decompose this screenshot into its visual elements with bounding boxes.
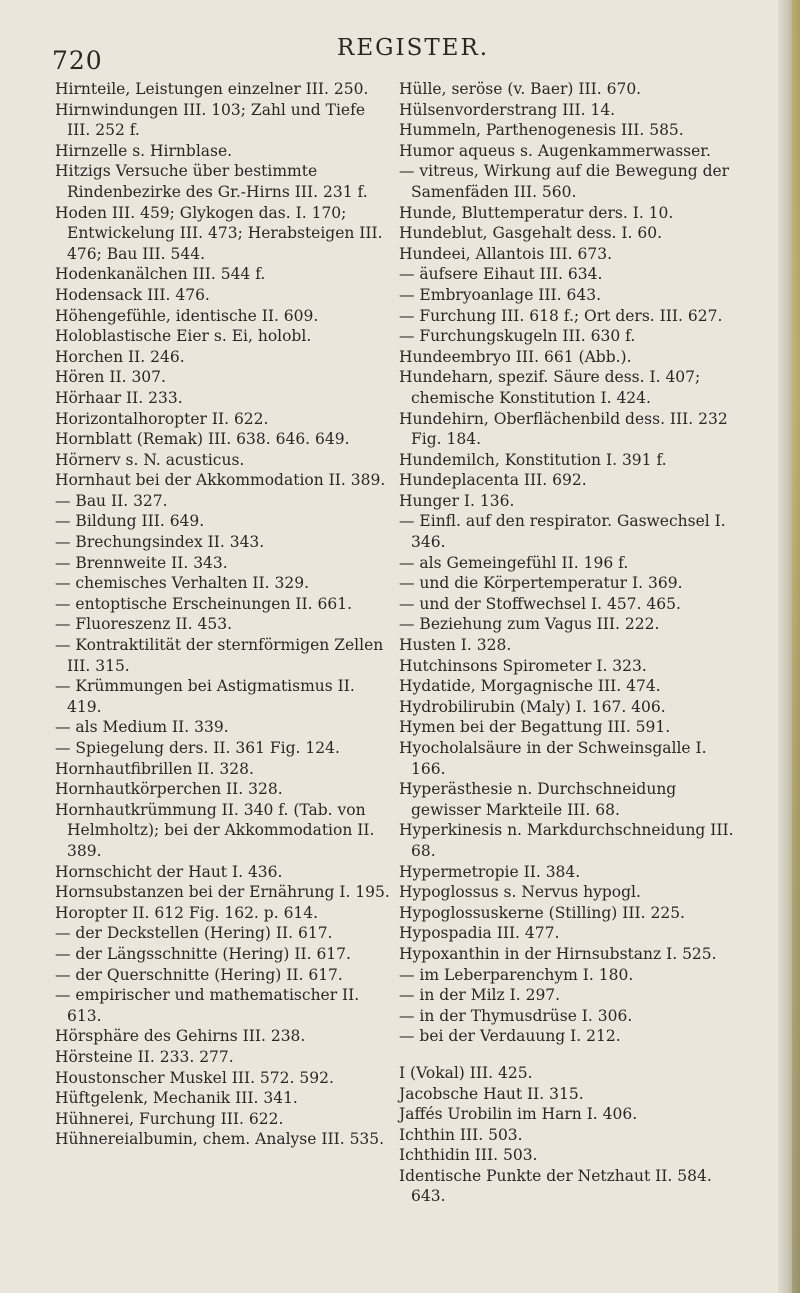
index-entry: Hodensack III. 476. — [55, 285, 210, 304]
index-entry: — der Deckstellen (Hering) II. 617. — [55, 924, 333, 943]
index-entry: Humor aqueus s. Augenkammerwasser. — [399, 141, 711, 160]
index-entry: — äufsere Eihaut III. 634. — [399, 265, 603, 284]
index-entry: Hörsteine II. 233. 277. — [55, 1047, 234, 1066]
index-entry: — Beziehung zum Vagus III. 222. — [399, 615, 660, 634]
index-entry: — Brechungsindex II. 343. — [55, 533, 265, 552]
index-column-left — [55, 79, 390, 1150]
index-entry: — Brennweite II. 343. — [55, 553, 228, 572]
index-entry: — entoptische Erscheinungen II. 661. — [55, 594, 353, 613]
index-entry: Hühnerei, Furchung III. 622. — [55, 1109, 284, 1128]
index-entry: — in der Milz I. 297. — [399, 986, 561, 1005]
index-entry: Hypoxanthin in der Hirnsubstanz I. 525. — [399, 944, 717, 963]
index-entry: Hundeembryo III. 661 (Abb.). — [399, 347, 632, 366]
index-entry: — als Gemeingefühl II. 196 f. — [399, 553, 629, 572]
index-entry: Hornhaut bei der Akkommodation II. 389. — [55, 471, 386, 490]
index-entry: Hörhaar II. 233. — [55, 388, 183, 407]
index-entry: — im Leberparenchym I. 180. — [399, 965, 634, 984]
index-entry: — Spiegelung ders. II. 361 Fig. 124. — [55, 739, 340, 757]
index-entry: Hornblatt (Remak) III. 638. 646. 649. — [55, 430, 350, 449]
index-entry: Hornhautkrümmung II. 340 f. (Tab. von Helmholtz); bei der Akkommodation II. 389. — [55, 800, 380, 860]
index-entry: — Kontraktilität der sternförmigen Zellen III. 315. — [55, 636, 389, 675]
index-entry: — Bildung III. 649. — [55, 512, 205, 531]
index-entry: Hirnwindungen III. 103; Zahl und Tiefe III. 252 f. — [55, 100, 370, 140]
index-entry: Hypermetropie II. 384. — [399, 862, 581, 881]
index-entry: — Embryoanlage III. 643. — [399, 285, 602, 304]
index-entry: Hundeblut, Gasgehalt dess. I. 60. — [399, 224, 663, 243]
index-entry: Hunger I. 136. — [399, 491, 515, 510]
index-entry: Höhengefühle, identische II. 609. — [55, 306, 319, 325]
index-entry: Ichthin III. 503. — [399, 1125, 523, 1144]
index-entry: — Fluoreszenz II. 453. — [55, 615, 233, 634]
index-entry: Hydrobilirubin (Maly) I. 167. 406. — [399, 697, 666, 716]
index-entry: Horopter II. 612 Fig. 162. p. 614. — [55, 903, 319, 922]
index-entry: Hören II. 307. — [55, 368, 166, 387]
index-entry: Hüftgelenk, Mechanik III. 341. — [55, 1089, 298, 1108]
index-entry: Jaffés Urobilin im Harn I. 406. — [399, 1105, 638, 1124]
index-entry: — und der Stoffwechsel I. 457. 465. — [399, 594, 681, 613]
index-entry: Hirnteile, Leistungen einzelner III. 250. — [55, 80, 369, 98]
index-entry: — der Querschnitte (Hering) II. 617. — [55, 965, 343, 984]
index-entry: Jacobsche Haut II. 315. — [399, 1084, 584, 1103]
index-entry: I (Vokal) III. 425. — [399, 1063, 533, 1082]
index-entry: — chemisches Verhalten II. 329. — [55, 574, 310, 593]
index-entry: Hitzigs Versuche über bestimmte Rindenbezirke des Gr.-Hirns III. 231 f. — [55, 162, 368, 201]
index-entry: Holoblastische Eier s. Ei, holobl. — [55, 327, 312, 346]
index-entry: — und die Körpertemperatur I. 369. — [399, 574, 683, 593]
index-entry: — der Längsschnitte (Hering) II. 617. — [55, 944, 351, 963]
index-entry: Hornsubstanzen bei der Ernährung I. 195. — [55, 883, 390, 902]
index-entry: Hundehirn, Oberflächenbild dess. III. 232 Fig. 184. — [399, 409, 733, 449]
index-entry: Hirnzelle s. Hirnblase. — [55, 141, 233, 160]
index-entry: Hutchinsons Spirometer I. 323. — [399, 656, 647, 675]
index-entry: Hyperkinesis n. Markdurchschneidung III. 68. — [399, 821, 739, 860]
index-entry: — Furchung III. 618 f.; Ort ders. III. 627. — [399, 306, 723, 325]
index-entry: Hypoglossuskerne (Stilling) III. 225. — [399, 903, 685, 922]
index-entry: Hummeln, Parthenogenesis III. 585. — [399, 121, 684, 140]
index-entry: — Krümmungen bei Astigmatismus II. 419. — [55, 677, 360, 716]
index-entry: Hörsphäre des Gehirns III. 238. — [55, 1027, 306, 1046]
index-entry: Hülle, seröse (v. Baer) III. 670. — [399, 80, 642, 98]
index-entry: Horchen II. 246. — [55, 347, 185, 366]
index-entry: Hypoglossus s. Nervus hypogl. — [399, 883, 641, 902]
index-entry: Hornhautkörperchen II. 328. — [55, 780, 283, 799]
index-entry: Hundeei, Allantois III. 673. — [399, 244, 613, 263]
index-entry: — als Medium II. 339. — [55, 718, 229, 737]
index-entry: Hypospadia III. 477. — [399, 924, 560, 943]
index-entry: Hydatide, Morgagnische III. 474. — [399, 677, 661, 696]
index-entry: Hühnereialbumin, chem. Analyse III. 535. — [55, 1130, 385, 1149]
index-entry: Hodenkanälchen III. 544 f. — [55, 265, 266, 284]
index-entry: Identische Punkte der Netzhaut II. 584. 643. — [399, 1166, 717, 1206]
index-entry: — empirischer und mathematischer II. 613. — [55, 986, 365, 1025]
index-entry: Husten I. 328. — [399, 636, 512, 655]
index-entry: Ichthidin III. 503. — [399, 1146, 538, 1165]
index-entry: Hyocholalsäure in der Schweinsgalle I. 166. — [399, 739, 712, 778]
index-entry: Hundeplacenta III. 692. — [399, 471, 587, 490]
index-entry: Hymen bei der Begattung III. 591. — [399, 718, 671, 737]
index-entry: Hundeharn, spezif. Säure dess. I. 407; chemische Konstitution I. 424. — [399, 368, 706, 407]
index-entry: — Bau II. 327. — [55, 491, 168, 510]
index-entry: — bei der Verdauung I. 212. — [399, 1027, 621, 1046]
running-head-title: REGISTER. — [337, 35, 490, 61]
index-entry: Hülsenvorderstrang III. 14. — [399, 100, 616, 119]
page-number: 720 — [52, 46, 103, 75]
index-entry: — Furchungskugeln III. 630 f. — [399, 327, 636, 346]
index-entry: Hunde, Bluttemperatur ders. I. 10. — [399, 203, 674, 222]
index-entry: — in der Thymusdrüse I. 306. — [399, 1006, 633, 1025]
index-entry: — Einfl. auf den respirator. Gaswechsel I. 346. — [399, 512, 731, 552]
index-entry: Hörnerv s. N. acusticus. — [55, 450, 245, 469]
page-edge-tint — [792, 0, 800, 1293]
index-entry: Horizontalhoropter II. 622. — [55, 409, 269, 428]
index-entry: Houstonscher Muskel III. 572. 592. — [55, 1068, 334, 1087]
index-entry: — vitreus, Wirkung auf die Bewegung der Samenfäden III. 560. — [399, 162, 735, 201]
index-entry: Hundemilch, Konstitution I. 391 f. — [399, 450, 667, 469]
index-entry: Hornhautfibrillen II. 328. — [55, 759, 254, 778]
index-column-right — [399, 79, 739, 1207]
index-entry: Hoden III. 459; Glykogen das. I. 170; Entwickelung III. 473; Herabsteigen III. 476; Bau III. 544. — [55, 203, 388, 263]
index-entry: Hyperästhesie n. Durchschneidung gewisser Markteile III. 68. — [399, 780, 682, 819]
index-entry: Hornschicht der Haut I. 436. — [55, 862, 283, 881]
